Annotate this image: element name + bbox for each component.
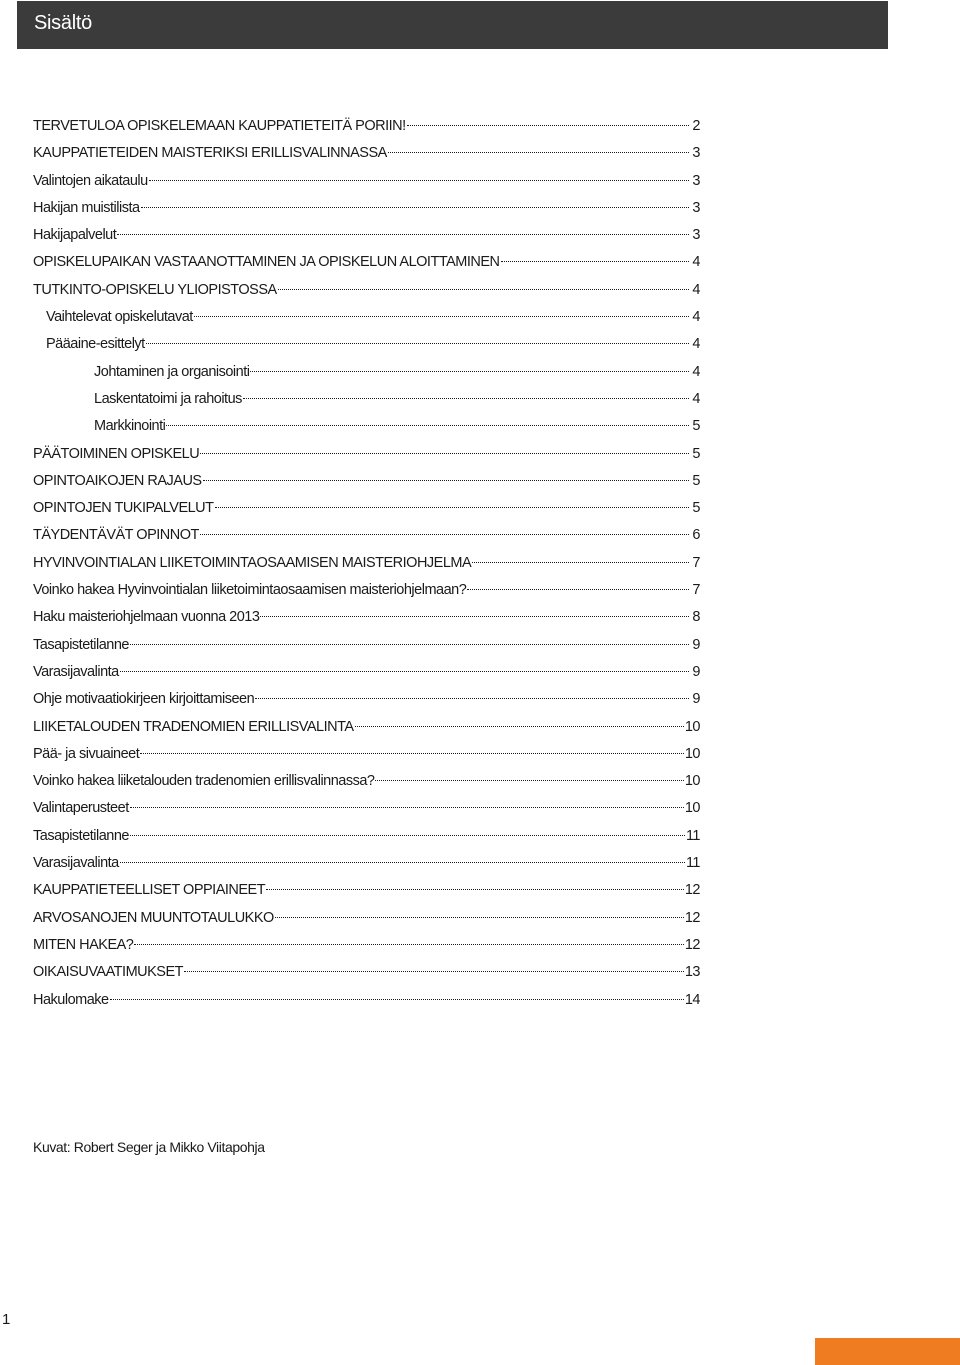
toc-entry[interactable] [33,140,700,167]
toc-dot-leader [146,342,689,344]
toc-entry-page: 9 [692,691,700,708]
toc-dot-leader [278,288,689,290]
toc-dot-leader [200,533,689,535]
toc-entry[interactable] [33,413,700,440]
toc-entry[interactable] [33,277,700,304]
toc-entry[interactable] [33,959,700,986]
toc-dot-leader [184,970,684,972]
toc-entry[interactable] [33,386,700,413]
toc-entry-page: 11 [685,855,700,872]
toc-entry-page: 3 [692,172,700,189]
toc-entry-page: 5 [692,445,700,462]
toc-entry-page: 5 [692,500,700,517]
toc-entry[interactable] [33,659,700,686]
toc-dot-leader [110,998,684,1000]
toc-dot-leader [260,615,689,617]
toc-entry-title: Tasapistetilanne [33,636,129,653]
toc-entry-title: Voinko hakea Hyvinvointialan liiketoimintaosaamisen maisteriohjelmaan? [33,582,467,599]
toc-entry-page: 4 [692,281,700,298]
toc-entry-page: 4 [692,254,700,271]
toc-entry-page: 4 [692,363,700,380]
toc-entry[interactable] [33,632,700,659]
toc-entry[interactable] [33,495,700,522]
toc-entry-title: Ohje motivaatiokirjeen kirjoittamiseen [33,691,255,708]
toc-entry[interactable] [33,932,700,959]
page-title: Sisältö [34,12,92,34]
toc-entry[interactable] [33,222,700,249]
toc-dot-leader [117,233,689,235]
toc-dot-leader [215,506,689,508]
toc-entry-page: 10 [684,745,700,762]
toc-dot-leader [149,179,689,181]
toc-entry-title: TÄYDENTÄVÄT OPINNOT [33,527,199,544]
header-bar [17,1,888,49]
toc-dot-leader [266,888,684,890]
corner-accent [815,1338,960,1365]
toc-entry-title: Haku maisteriohjelmaan vuonna 2013 [33,609,260,626]
toc-dot-leader [200,452,689,454]
toc-entry-title: ARVOSANOJEN MUUNTOTAULUKKO [33,909,274,926]
toc-entry-title: KAUPPATIETEIDEN MAISTERIKSI ERILLISVALINNASSA [33,145,387,162]
toc-entry[interactable] [33,877,700,904]
toc-entry-page: 12 [684,936,700,953]
toc-entry-title: MITEN HAKEA? [33,936,134,953]
toc-entry-title: OIKAISUVAATIMUKSET [33,964,183,981]
toc-entry[interactable] [33,113,700,140]
toc-entry-page: 2 [692,118,700,134]
toc-dot-leader [120,861,685,863]
photo-credits: Kuvat: Robert Seger ja Mikko Viitapohja [33,1139,265,1155]
toc-entry[interactable] [33,249,700,276]
toc-dot-leader [250,370,689,372]
toc-dot-leader [501,260,690,262]
toc-entry-page: 9 [692,636,700,653]
toc-entry-title: KAUPPATIETEELLISET OPPIAINEET [33,882,266,899]
toc-dot-leader [194,315,689,317]
toc-entry-title: TUTKINTO-OPISKELU YLIOPISTOSSA [33,281,277,298]
toc-dot-leader [472,561,689,563]
toc-entry-page: 4 [692,309,700,326]
toc-entry-title: PÄÄTOIMINEN OPISKELU [33,445,200,462]
toc-entry-title: OPISKELUPAIKAN VASTAANOTTAMINEN JA OPISKELUN ALOITTAMINEN [33,254,500,271]
toc-entry-title: HYVINVOINTIALAN LIIKETOIMINTAOSAAMISEN MAISTERIOHJELMA [33,554,472,571]
toc-dot-leader [355,725,684,727]
toc-entry[interactable] [33,686,700,713]
toc-dot-leader [243,397,689,399]
toc-entry[interactable] [33,714,700,741]
toc-entry[interactable] [33,795,700,822]
toc-entry-page: 10 [684,718,700,735]
toc-dot-leader [203,479,689,481]
toc-dot-leader [130,806,684,808]
toc-entry-page: 12 [684,882,700,899]
toc-entry-title: Markkinointi [94,418,166,435]
toc-dot-leader [407,124,689,126]
toc-dot-leader [130,643,689,645]
toc-entry-page: 4 [692,390,700,407]
toc-entry-page: 7 [692,554,700,571]
toc-entry-page: 10 [684,800,700,817]
toc-entry-page: 6 [692,527,700,544]
toc-entry-page: 3 [692,199,700,216]
toc-dot-leader [134,943,684,945]
toc-entry[interactable] [33,905,700,932]
toc-entry-title: Varasijavalinta [33,855,119,872]
toc-entry-title: Hakijan muistilista [33,199,140,216]
toc-entry[interactable] [33,441,700,468]
toc-entry-title: OPINTOJEN TUKIPALVELUT [33,500,214,517]
toc-entry-title: LIIKETALOUDEN TRADENOMIEN ERILLISVALINTA [33,718,354,735]
toc-entry-title: Hakijapalvelut [33,227,117,244]
toc-entry[interactable] [33,331,700,358]
toc-entry-title: Valintaperusteet [33,800,129,817]
toc-entry-title: Voinko hakea liiketalouden tradenomien erillisvalinnassa? [33,773,375,790]
toc-entry-title: Valintojen aikataulu [33,172,148,189]
toc-entry-title: Vaihtelevat opiskelutavat [46,309,193,326]
table-of-contents [33,113,700,1014]
toc-entry-page: 3 [692,145,700,162]
toc-entry-title: Pää- ja sivuaineet [33,745,140,762]
toc-entry-page: 13 [684,964,700,981]
toc-entry[interactable] [33,550,700,577]
toc-dot-leader [375,779,683,781]
toc-entry-page: 5 [692,472,700,489]
toc-entry[interactable] [33,823,700,850]
page-number: 1 [2,1311,11,1328]
toc-entry-title: TERVETULOA OPISKELEMAAN KAUPPATIETEITÄ PORIIN! [33,118,406,134]
toc-entry-page: 7 [692,582,700,599]
toc-entry-page: 11 [685,827,700,844]
toc-dot-leader [275,916,684,918]
toc-entry-page: 10 [684,773,700,790]
toc-entry-title: Tasapistetilanne [33,827,129,844]
toc-entry-page: 3 [692,227,700,244]
toc-entry[interactable] [33,168,700,195]
toc-entry-page: 5 [692,418,700,435]
toc-entry[interactable] [33,850,700,877]
toc-entry-title: Laskentatoimi ja rahoitus [94,390,242,407]
toc-entry-title: OPINTOAIKOJEN RAJAUS [33,472,202,489]
toc-entry[interactable] [33,604,700,631]
toc-entry[interactable] [33,304,700,331]
toc-dot-leader [120,670,689,672]
toc-dot-leader [166,424,689,426]
toc-dot-leader [255,697,689,699]
toc-dot-leader [388,151,689,153]
toc-entry[interactable] [33,741,700,768]
toc-entry-page: 12 [684,909,700,926]
toc-entry-title: Varasijavalinta [33,663,119,680]
toc-dot-leader [467,588,689,590]
toc-entry-title: Hakulomake [33,991,109,1008]
toc-entry[interactable] [33,359,700,386]
toc-entry[interactable] [33,468,700,495]
toc-dot-leader [130,834,685,836]
toc-entry[interactable] [33,522,700,549]
toc-entry[interactable] [33,768,700,795]
toc-entry-title: Pääaine-esittelyt [46,336,145,353]
toc-dot-leader [140,752,684,754]
toc-entry[interactable] [33,987,700,1014]
toc-entry[interactable] [33,195,700,222]
toc-dot-leader [141,206,689,208]
toc-entry-page: 8 [692,609,700,626]
toc-entry-page: 14 [684,991,700,1008]
toc-entry-title: Johtaminen ja organisointi [94,363,250,380]
toc-entry-page: 9 [692,663,700,680]
toc-entry-page: 4 [692,336,700,353]
toc-entry[interactable] [33,577,700,604]
